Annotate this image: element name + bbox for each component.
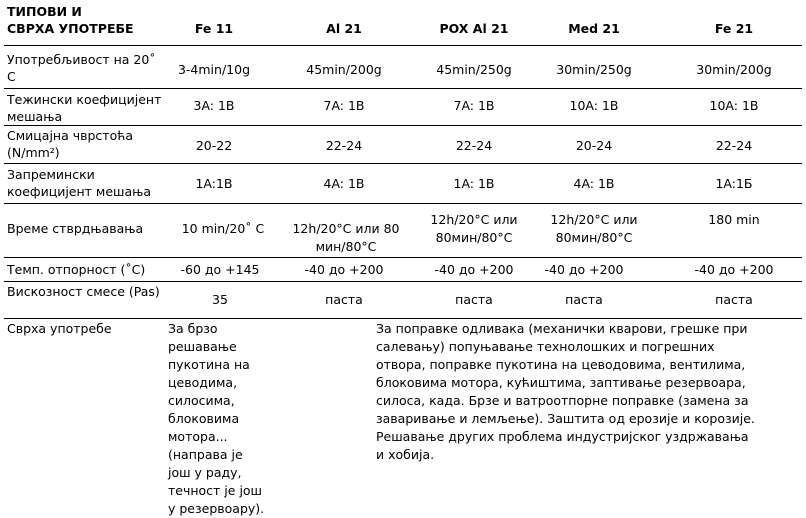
row-label-pot-life: Употребљивост на 20˚ C — [7, 52, 156, 84]
row-label-temp-resistance: Темп. отпорност (˚C) — [7, 262, 146, 277]
table-cell: 10 min/20˚ C — [181, 221, 265, 236]
column-header-al21: Al 21 — [326, 21, 362, 36]
row-divider — [4, 88, 802, 89]
table-cell: 7A: 1B — [323, 98, 365, 113]
row-divider — [4, 318, 802, 319]
table-cell: 35 — [212, 292, 228, 307]
table-cell: 22-24 — [325, 138, 363, 153]
table-cell: 4A: 1B — [573, 176, 615, 191]
table-cell: 22-24 — [715, 138, 753, 153]
table-cell: -40 до +200 — [304, 262, 384, 277]
table-cell: 20-24 — [575, 138, 613, 153]
table-cell: 3-4min/10g — [177, 62, 251, 77]
row-label-volume-ratio: Запремински коефицијент мешања — [7, 167, 152, 199]
column-header-med21: Med 21 — [568, 21, 620, 36]
table-cell: 20-22 — [195, 138, 233, 153]
column-header-fe21: Fe 21 — [714, 21, 754, 36]
column-header-pox-al21: POX Al 21 — [439, 21, 509, 36]
table-cell: 22-24 — [455, 138, 493, 153]
row-label-curing-time: Време стврдњавања — [7, 221, 144, 236]
table-cell: паста — [715, 292, 753, 307]
table-cell: -60 до +145 — [180, 262, 260, 277]
table-cell: 45min/200g — [306, 62, 382, 77]
row-divider — [4, 163, 802, 164]
row-label-shear-strength: Смицајна чврстоћа (N/mm²) — [7, 128, 134, 160]
table-cell: 3A: 1B — [193, 98, 235, 113]
row-label-weight-ratio: Тежински коефицијент мешања — [7, 92, 162, 124]
row-label-usage: Сврха употребе — [7, 321, 112, 336]
table-cell: 4A: 1B — [323, 176, 365, 191]
table-cell: 10A: 1B — [569, 98, 619, 113]
table-cell: паста — [565, 292, 603, 307]
table-cell: паста — [455, 292, 493, 307]
table-cell: 180 min — [708, 212, 760, 227]
table-cell: 30min/250g — [556, 62, 632, 77]
table-cell: 12h/20°C или 80 мин/80°C — [292, 221, 400, 254]
table-cell: 45min/250g — [436, 62, 512, 77]
table-cell: паста — [325, 292, 363, 307]
table-cell: -40 до +200 — [434, 262, 514, 277]
table-cell: 12h/20°C или 80мин/80°C — [430, 212, 518, 245]
row-divider — [4, 257, 802, 258]
header-title-line1: ТИПОВИ И — [7, 4, 82, 19]
table-cell: -40 до +200 — [694, 262, 774, 277]
table-cell: 12h/20°C или 80мин/80°C — [550, 212, 638, 245]
table-cell: 30min/200g — [696, 62, 772, 77]
header-title — [7, 3, 167, 37]
table-cell: 10A: 1B — [709, 98, 759, 113]
row-divider — [4, 203, 802, 204]
table-cell: 1A: 1B — [453, 176, 495, 191]
table-cell: 7A: 1B — [453, 98, 495, 113]
row-label-viscosity: Вискозност смесе (Pas) — [7, 284, 160, 299]
table-cell: 1A:1B — [195, 176, 233, 191]
usage-fe11-text: За брзо решавање пукотина на цеводима, силосима, блоковима мотора... (направа је још у раду, течност је још у резервоару). — [168, 321, 265, 516]
column-header-fe11: Fe 11 — [194, 21, 234, 36]
table-cell: -40 до +200 — [544, 262, 624, 277]
usage-other-text: За поправке одливака (механички кварови, грешке при салевању) попуњавање технолошких и погрешних отвора, поправке пукотина на цеводовима, вентилима, блоковима мотора, кућиштима, заптивање резервоара, силоса, када. Брзе и ватроотпорне поправке (замена за заваривање и лемљење). Заштита од ерозије и корозије. Решавање других проблема индустријског уздржавања и хобија. — [376, 321, 755, 462]
row-divider — [4, 125, 802, 126]
table-cell: 1A:1Б — [715, 176, 753, 191]
header-title-line2: СВРХА УПОТРЕБЕ — [7, 21, 134, 36]
row-divider — [4, 45, 802, 46]
row-divider — [4, 281, 802, 282]
